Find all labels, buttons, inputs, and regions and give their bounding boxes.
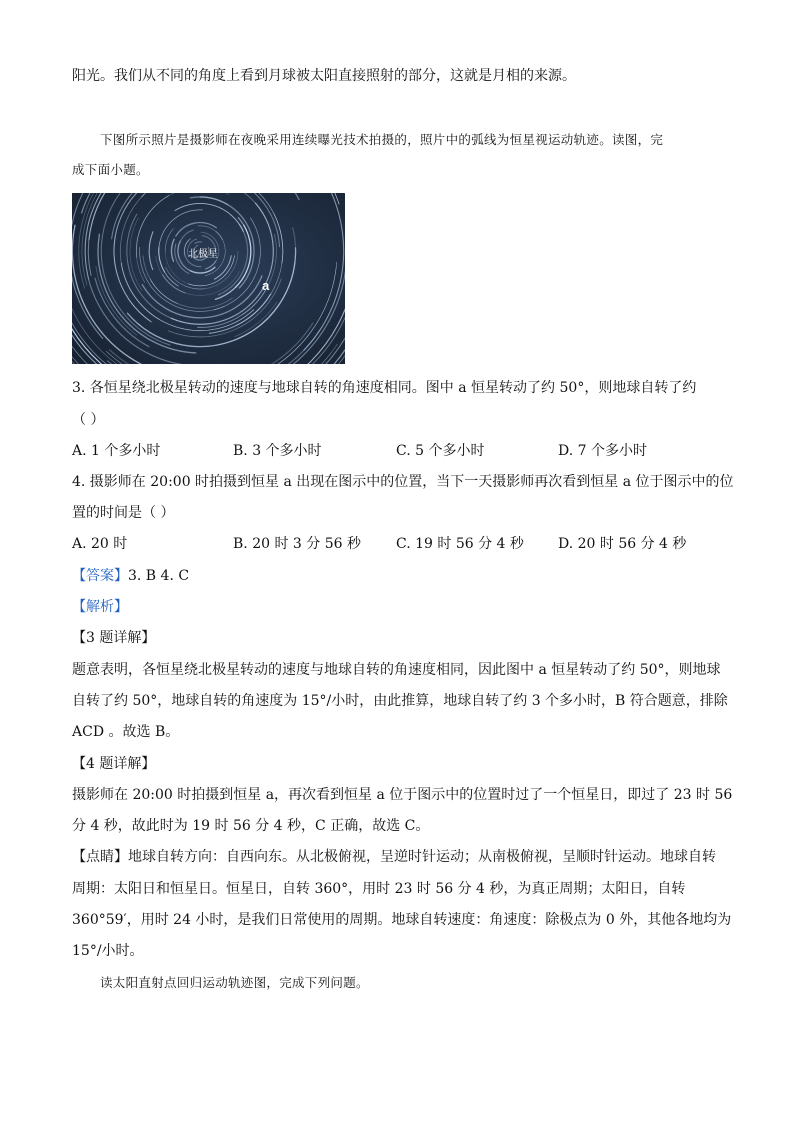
tip-line: 15°/小时。 <box>72 943 144 959</box>
detail-3-heading: 【3 题详解】 <box>72 630 156 646</box>
question-4-blank: 置的时间是（ ） <box>72 505 175 521</box>
tip-text: 地球自转方向：自西向东。从北极俯视，呈逆时针运动；从南极俯视，呈顺时针运动。地球自转 <box>128 849 716 865</box>
q4-option-b[interactable]: B. 20 时 3 分 56 秒 <box>233 536 361 552</box>
answer-text: 3. B 4. C <box>128 568 190 584</box>
tip-tag: 【点睛】 <box>72 849 128 865</box>
question-3: 3. 各恒星绕北极星转动的速度与地球自转的角速度相同。图中 a 恒星转动了约 50°，则地球自转了约 <box>72 380 697 396</box>
q4-option-a[interactable]: A. 20 时 <box>72 536 128 552</box>
text-line: 阳光。我们从不同的角度上看到月球被太阳直接照射的部分，这就是月相的来源。 <box>72 68 576 84</box>
detail-4-heading: 【4 题详解】 <box>72 756 156 772</box>
q3-option-d[interactable]: D. 7 个多小时 <box>558 443 647 459</box>
q3-option-c[interactable]: C. 5 个多小时 <box>396 443 485 459</box>
answer-line <box>72 566 189 586</box>
tip-line: 360°59′，用时 24 小时，是我们日常使用的周期。地球自转速度：角速度：除极点为 0 外，其他各地均为 <box>72 912 732 928</box>
intro-line: 成下面小题。 <box>72 162 149 177</box>
intro-line: 下图所示照片是摄影师在夜晚采用连续曝光技术拍摄的，照片中的弧线为恒星视运动轨迹。读图，完 <box>100 132 664 147</box>
q4-option-c[interactable]: C. 19 时 56 分 4 秒 <box>396 536 524 552</box>
question-3-blank: （ ） <box>72 412 105 428</box>
next-intro: 读太阳直射点回归运动轨迹图，完成下列问题。 <box>100 975 369 990</box>
q3-option-a[interactable]: A. 1 个多小时 <box>72 443 161 459</box>
detail-4-line: 分 4 秒，故此时为 19 时 56 分 4 秒，C 正确，故选 C。 <box>72 818 430 834</box>
tip-line: 周期：太阳日和恒星日。恒星日，自转 360°，用时 23 时 56 分 4 秒，为真正周期；太阳日，自转 <box>72 881 686 897</box>
detail-4-line: 摄影师在 20:00 时拍摄到恒星 a，再次看到恒星 a 位于图示中的位置时过了一个恒星日，即过了 23 时 56 <box>72 787 733 803</box>
detail-3-line: 自转了约 50°，地球自转的角速度为 15°/小时，由此推算，地球自转了约 3 个多小时，B 符合题意，排除 <box>72 693 728 709</box>
polaris-label: 北极星 <box>188 249 218 260</box>
star-a-label: a <box>262 278 270 293</box>
star-trail-photo <box>72 193 345 364</box>
q3-option-b[interactable]: B. 3 个多小时 <box>233 443 322 459</box>
q4-option-d[interactable]: D. 20 时 56 分 4 秒 <box>558 536 687 552</box>
analysis-tag: 【解析】 <box>72 599 128 615</box>
question-4: 4. 摄影师在 20:00 时拍摄到恒星 a 出现在图示中的位置，当下一天摄影师再次看到恒星 a 位于图示中的位 <box>72 474 734 490</box>
tip-line <box>72 847 716 867</box>
detail-3-line: 题意表明，各恒星绕北极星转动的速度与地球自转的角速度相同，因此图中 a 恒星转动了约 50°，则地球 <box>72 662 721 678</box>
detail-3-line: ACD 。故选 B。 <box>72 724 180 740</box>
answer-tag: 【答案】 <box>72 568 128 584</box>
